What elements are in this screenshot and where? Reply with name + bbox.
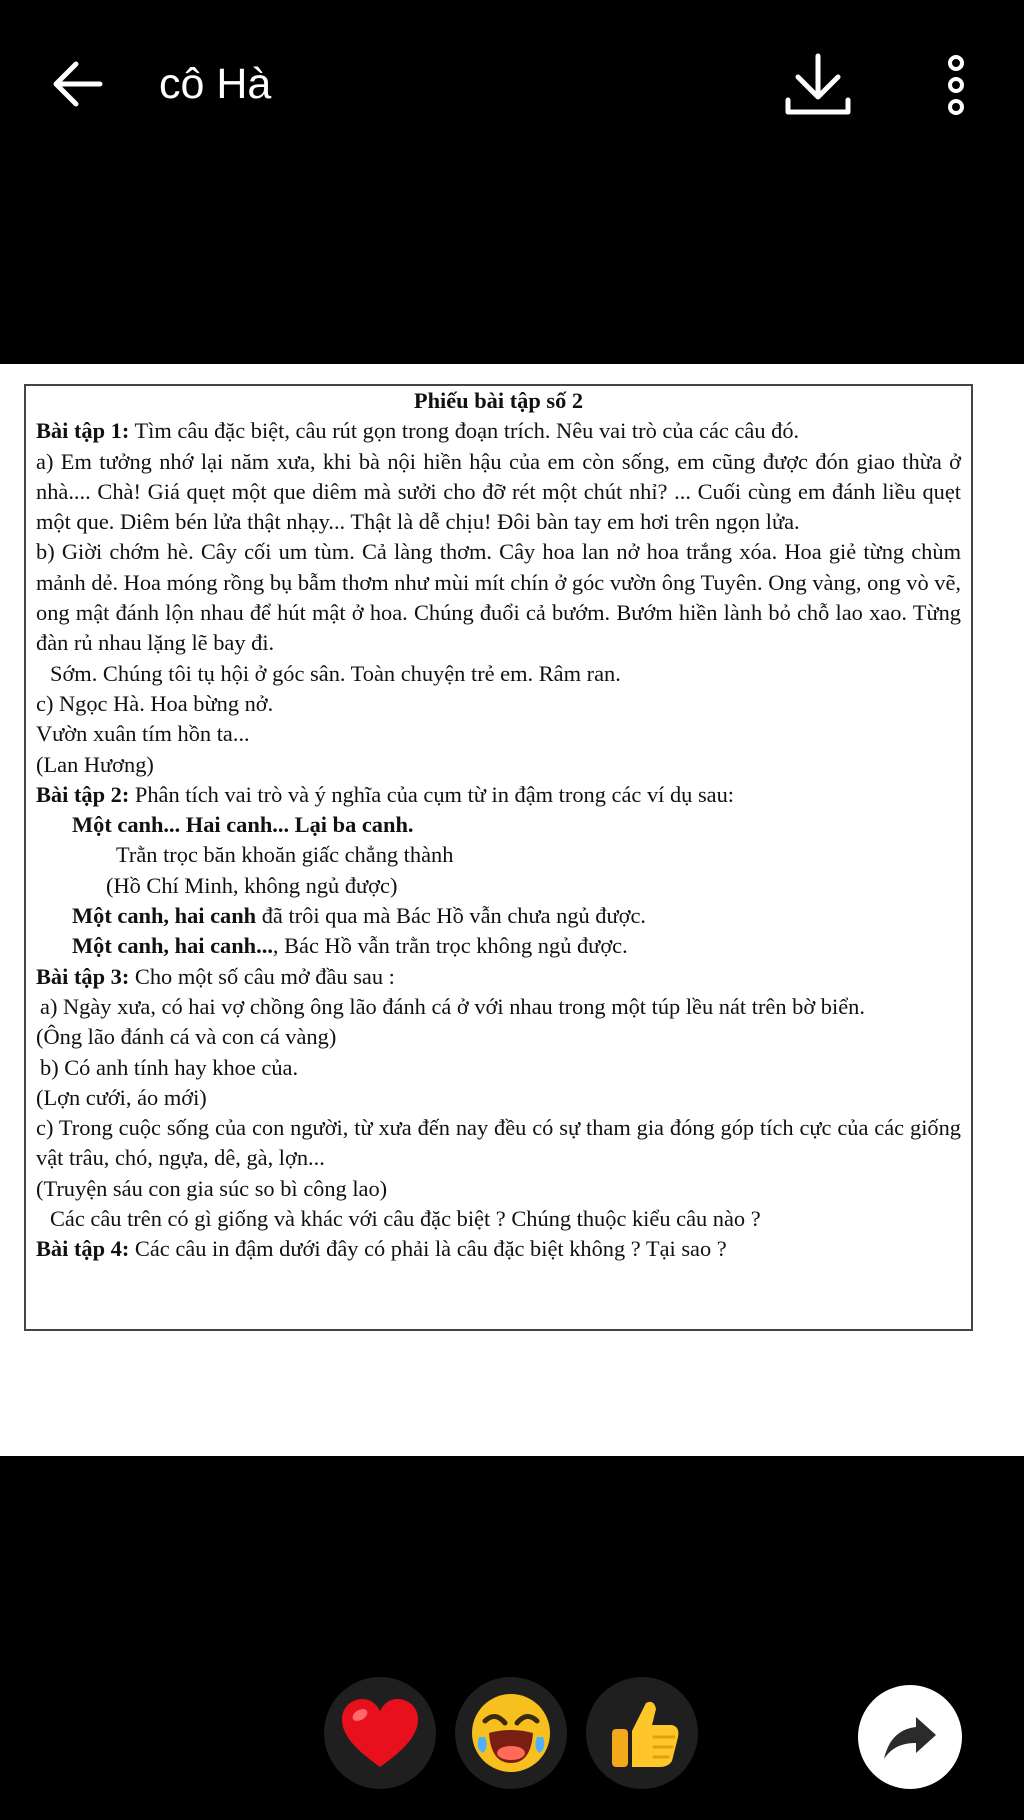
exercise-1: Bài tập 1: Tìm câu đặc biệt, câu rút gọn trong đoạn trích. Nêu vai trò của các câu đó. xyxy=(36,418,800,444)
thumbs-up-icon xyxy=(602,1693,682,1773)
like-reaction-button[interactable] xyxy=(586,1677,698,1789)
exercise-3-b-source: (Lợn cưới, áo mới) xyxy=(36,1084,207,1110)
exercise-3-b: b) Có anh tính hay khoe của. xyxy=(40,1054,299,1080)
laugh-reaction-button[interactable] xyxy=(455,1677,567,1789)
exercise-2: Bài tập 2: Phân tích vai trò và ý nghĩa của cụm từ in đậm trong các ví dụ sau: xyxy=(36,781,735,807)
arrow-left-icon xyxy=(48,58,108,110)
exercise-1-a: a) Em tưởng nhớ lại năm xưa, khi bà nội hiền hậu của em còn sống, em cũng được đón giao thừa ở nhà.... Chà! Giá quẹt một que diêm mà sưởi cho đỡ rét một chút nhỉ? ... Cuối cùng em đánh liều quẹt một que. Diêm bén lửa thật nhạy... Thật là dễ chịu! Đôi bàn tay em hơi trên ngọn lửa. xyxy=(36,448,961,535)
back-button[interactable] xyxy=(48,58,108,110)
share-icon xyxy=(882,1713,938,1761)
more-vertical-icon xyxy=(940,52,972,118)
exercise-3-question: Các câu trên có gì giống và khác với câu đặc biệt ? Chúng thuộc kiểu câu nào ? xyxy=(50,1206,761,1232)
exercise-1-c-line2: Vườn xuân tím hồn ta... xyxy=(36,721,250,747)
download-icon xyxy=(782,52,854,118)
exercise-3: Bài tập 3: Cho một số câu mở đầu sau : xyxy=(36,963,395,989)
exercise-2-line1: Một canh... Hai canh... Lại ba canh. xyxy=(72,812,414,838)
exercise-2-line5: Một canh, hai canh..., Bác Hồ vẫn trằn trọc không ngủ được. xyxy=(72,933,628,959)
heart-icon xyxy=(338,1695,422,1771)
chat-title: cô Hà xyxy=(159,60,272,108)
exercise-3-c-source: (Truyện sáu con gia súc so bì công lao) xyxy=(36,1175,388,1201)
more-options-button[interactable] xyxy=(940,52,972,118)
exercise-3-a: a) Ngày xưa, có hai vợ chồng ông lão đánh cá ở với nhau trong một túp lều nát trên bờ biển. xyxy=(40,993,865,1019)
exercise-1-c-source: (Lan Hương) xyxy=(36,751,154,777)
exercise-2-line2: Trằn trọc băn khoăn giấc chẳng thành xyxy=(116,842,454,868)
image-viewer[interactable] xyxy=(0,364,1024,1456)
exercise-3-c: c) Trong cuộc sống của con người, từ xưa đến nay đều có sự tham gia đóng góp tích cực của các giống vật trâu, chó, ngựa, dê, gà, lợn... xyxy=(36,1115,961,1171)
exercise-1-c: c) Ngọc Hà. Hoa bừng nở. xyxy=(36,690,274,716)
laugh-emoji-icon xyxy=(469,1691,553,1775)
document-heading: Phiếu bài tập số 2 xyxy=(413,388,584,413)
exercise-1-b: b) Giời chớm hè. Cây cối um tùm. Cả làng thơm. Cây hoa lan nở hoa trắng xóa. Hoa giẻ từng chùm mảnh dẻ. Hoa móng rồng bụ bẫm thơm như mùi mít chín ở góc vườn ông Tuyên. Ong vàng, ong vò vẽ, ong mật đánh lộn nhau để hút mật ở hoa. Chúng đuổi cả bướm. Bướm hiền lành bỏ chỗ lao xao. Từng đàn rủ nhau lặng lẽ bay đi. xyxy=(36,539,961,656)
share-button[interactable] xyxy=(858,1685,962,1789)
exercise-1-b-cont: Sớm. Chúng tôi tụ hội ở góc sân. Toàn chuyện trẻ em. Râm ran. xyxy=(50,660,621,686)
worksheet-document xyxy=(24,384,973,1331)
exercise-4: Bài tập 4: Các câu in đậm dưới đây có phải là câu đặc biệt không ? Tại sao ? xyxy=(36,1236,727,1262)
download-button[interactable] xyxy=(782,52,854,118)
exercise-2-line4: Một canh, hai canh đã trôi qua mà Bác Hồ vẫn chưa ngủ được. xyxy=(72,903,647,929)
top-bar xyxy=(0,0,1024,170)
exercise-3-a-source: (Ông lão đánh cá và con cá vàng) xyxy=(36,1024,337,1050)
exercise-2-source: (Hồ Chí Minh, không ngủ được) xyxy=(106,872,398,898)
heart-reaction-button[interactable] xyxy=(324,1677,436,1789)
